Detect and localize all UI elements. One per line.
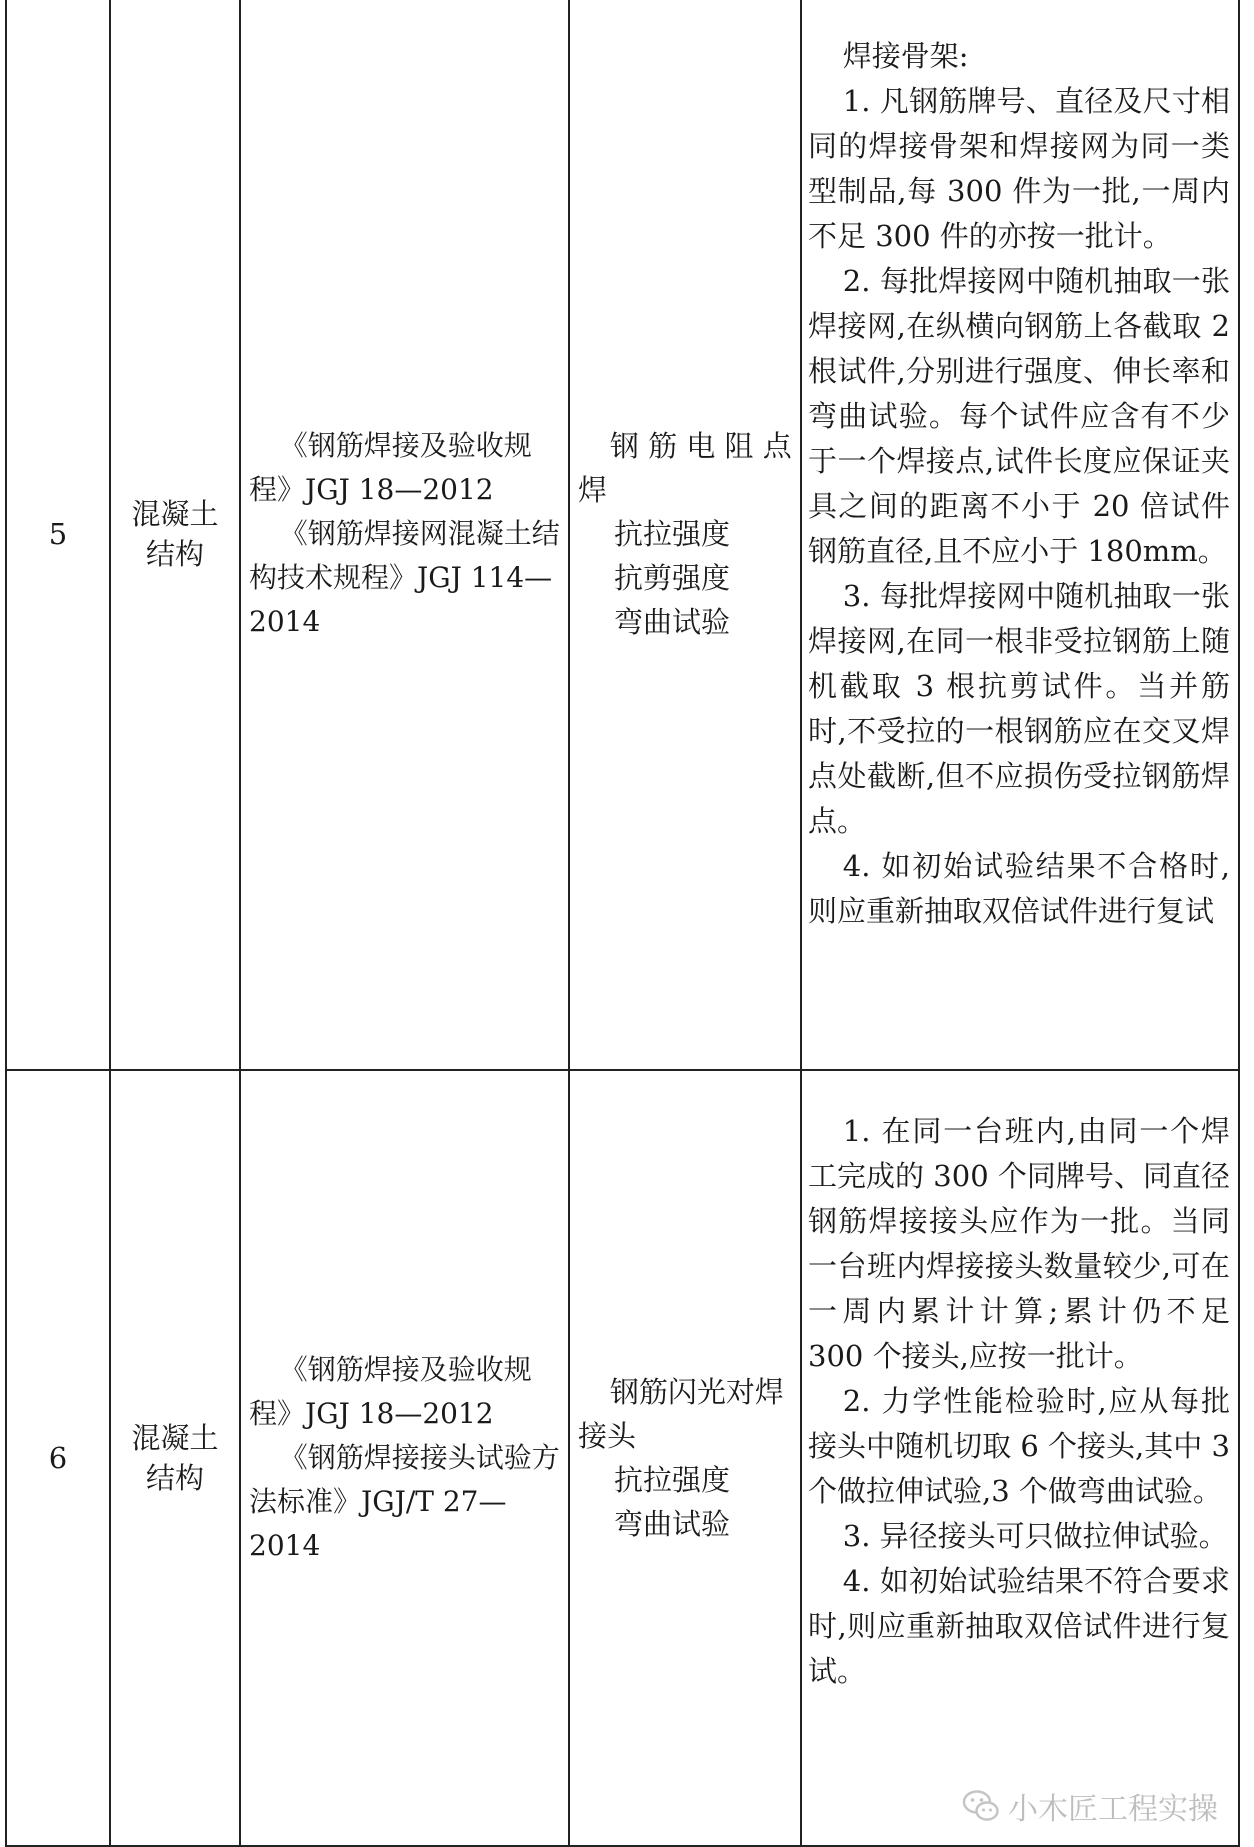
requirement-paragraph: 2. 力学性能检验时,应从每批接头中随机切取 6 个接头,其中 3 个做拉伸试验,3 个做弯曲试验。: [808, 1384, 1230, 1508]
requirement-paragraph: 3. 每批焊接网中随机抽取一张焊接网,在同一根非受拉钢筋上随机截取 3 根抗剪试件。当并筋时,不受拉的一根钢筋应在交叉焊点处截断,但不应损伤受拉钢筋焊点。: [808, 579, 1230, 838]
requirements-cell: [801, 1070, 1239, 1846]
requirement-paragraph: 4. 如初始试验结果不符合要求时,则应重新抽取双倍试件进行复试。: [808, 1564, 1230, 1688]
test-item-cell: [569, 0, 801, 1070]
inspection-table: [5, 0, 1240, 1847]
standard-reference: 《钢筋焊接及验收规程》JGJ 18—2012: [249, 1353, 532, 1430]
standard-reference: 《钢筋焊接及验收规程》JGJ 18—2012: [249, 428, 532, 506]
test-parameter: 弯曲试验: [614, 604, 731, 639]
requirement-paragraph: 1. 凡钢筋牌号、直径及尺寸相同的焊接骨架和焊接网为同一类型制品,每 300 件为一批,一周内不足 300 件的亦按一批计。: [808, 84, 1230, 253]
test-parameter: 抗拉强度: [614, 1463, 731, 1497]
test-item-name: 钢 筋 电 阻 点焊: [578, 428, 792, 507]
requirements-cell: [801, 0, 1239, 1070]
category-line: 混凝土: [131, 1421, 219, 1455]
category-line: 结构: [145, 536, 204, 571]
category-cell: [110, 1070, 240, 1846]
table-row: [6, 0, 1239, 1070]
category-cell: [110, 0, 240, 1070]
test-parameter: 弯曲试验: [614, 1507, 731, 1541]
test-parameter: 抗拉强度: [614, 516, 731, 551]
watermark-text: 小木匠工程实操: [1008, 1792, 1218, 1827]
test-item-name: 钢筋闪光对焊接头: [578, 1375, 784, 1453]
watermark: [962, 1784, 1218, 1828]
standard-reference: 《钢筋焊接网混凝土结构技术规程》JGJ 114—2014: [249, 516, 560, 638]
requirement-paragraph: 3. 异径接头可只做拉伸试验。: [842, 1519, 1228, 1553]
requirement-paragraph: 2. 每批焊接网中随机抽取一张焊接网,在纵横向钢筋上各截取 2 根试件,分别进行强度、伸长率和弯曲试验。每个试件应含有不少于一个焊接点,试件长度应保证夹具之间的距离不小于 20 倍试件钢筋直径,且不应小于 180mm。: [808, 264, 1230, 568]
wechat-icon: [962, 1789, 1000, 1823]
category-line: 结构: [145, 1461, 204, 1495]
requirement-paragraph: 1. 在同一台班内,由同一个焊工完成的 300 个同牌号、同直径钢筋焊接接头应作为一批。当同一台班内焊接接头数量较少,可在一周内累计计算;累计仍不足 300 个接头,应按一批计。: [808, 1114, 1230, 1373]
standard-reference: 《钢筋焊接接头试验方法标准》JGJ/T 27—2014: [249, 1441, 560, 1562]
category-line: 混凝土: [131, 496, 219, 531]
row-number: 6: [6, 1070, 110, 1846]
test-parameter: 抗剪强度: [614, 560, 731, 595]
standards-cell: [240, 0, 569, 1070]
requirement-paragraph: 4. 如初始试验结果不合格时,则应重新抽取双倍试件进行复试: [808, 849, 1230, 928]
standards-cell: [240, 1070, 569, 1846]
requirement-paragraph: 焊接骨架:: [842, 39, 969, 73]
row-number: 5: [6, 0, 110, 1070]
test-item-cell: [569, 1070, 801, 1846]
table-row: [6, 1070, 1239, 1846]
